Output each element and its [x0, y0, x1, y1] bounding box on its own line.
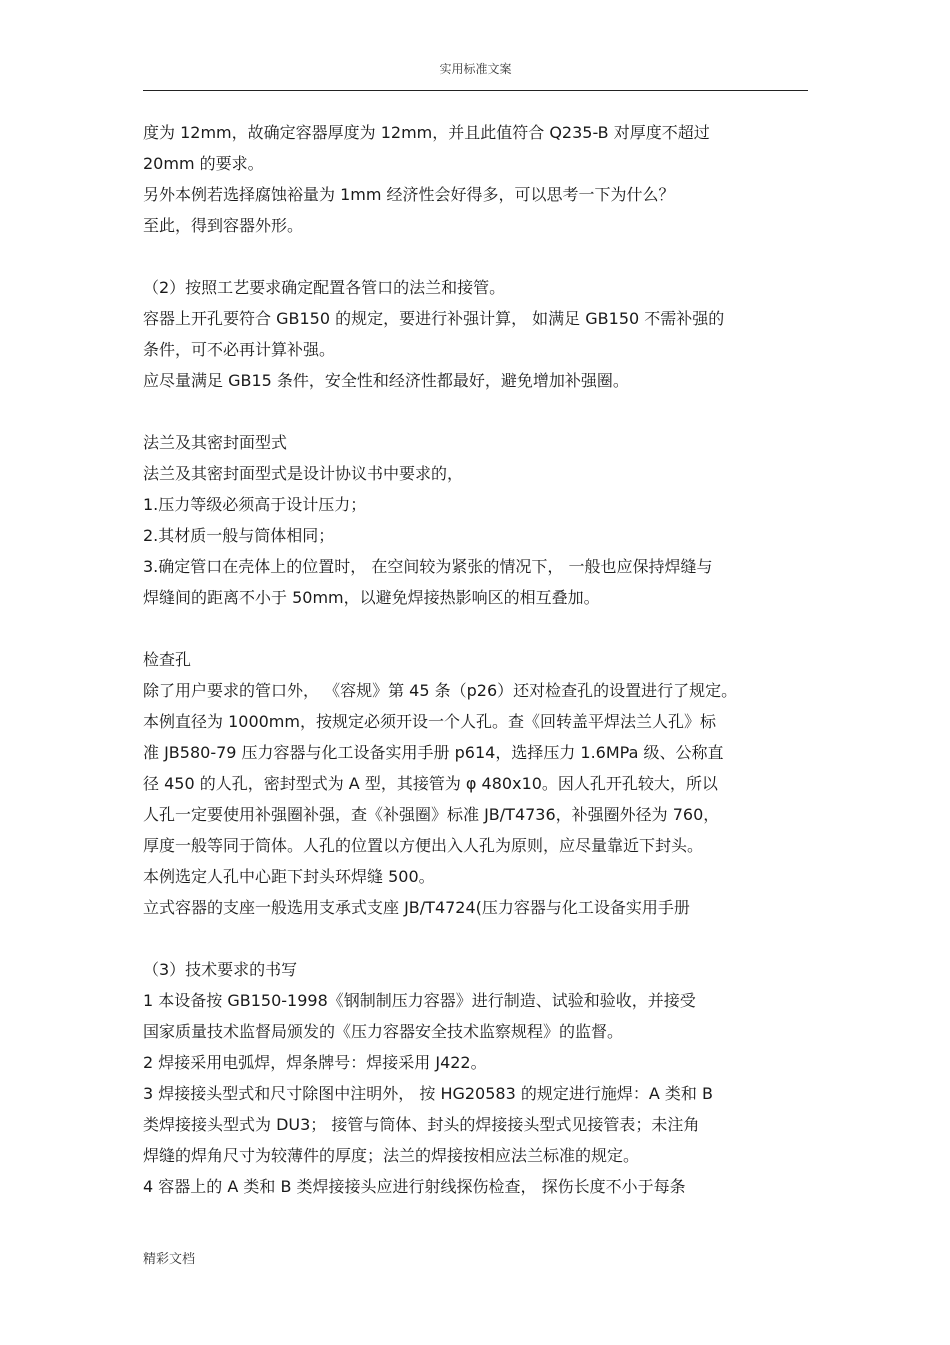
blank-line	[143, 241, 808, 272]
list-item: 2 焊接采用电弧焊，焊条牌号：焊接采用 J422。	[143, 1053, 487, 1072]
text-line: 度为 12mm，故确定容器厚度为 12mm，并且此值符合 Q235-B 对厚度不超过	[143, 123, 710, 142]
list-item: 3.确定管口在壳体上的位置时， 在空间较为紧张的情况下， 一般也应保持焊缝与	[143, 557, 713, 576]
text-line: 国家质量技术监督局颁发的《压力容器安全技术监察规程》的监督。	[143, 1022, 624, 1041]
blank-line	[143, 396, 808, 427]
text-line: 20mm 的要求。	[143, 154, 264, 173]
list-item: 3 焊接接头型式和尺寸除图中注明外， 按 HG20583 的规定进行施焊：A 类和 B	[143, 1084, 713, 1103]
text-line: 法兰及其密封面型式是设计协议书中要求的，	[143, 464, 464, 483]
text-line: 人孔一定要使用补强圈补强，查《补强圈》标准 JB/T4736，补强圈外径为 760，	[143, 805, 720, 824]
page-header: 实用标准文案	[439, 62, 512, 76]
document-body	[143, 117, 808, 1202]
text-line: 条件，可不必再计算补强。	[143, 340, 336, 359]
blank-line	[143, 613, 808, 644]
section-heading: （2）按照工艺要求确定配置各管口的法兰和接管。	[143, 278, 506, 297]
list-item: 2.其材质一般与筒体相同；	[143, 526, 335, 545]
text-line: 除了用户要求的管口外， 《容规》第 45 条（p26）还对检查孔的设置进行了规定。	[143, 681, 738, 700]
text-line: 本例直径为 1000mm，按规定必须开设一个人孔。查《回转盖平焊法兰人孔》标	[143, 712, 716, 731]
text-line: 焊缝间的距离不小于 50mm，以避免焊接热影响区的相互叠加。	[143, 588, 600, 607]
text-line: 厚度一般等同于筒体。人孔的位置以方便出入人孔为原则，应尽量靠近下封头。	[143, 836, 704, 855]
section-heading: 法兰及其密封面型式	[143, 433, 288, 452]
text-line: 至此，得到容器外形。	[143, 216, 304, 235]
blank-line	[143, 923, 808, 954]
text-line: 另外本例若选择腐蚀裕量为 1mm 经济性会好得多，可以思考一下为什么？	[143, 185, 675, 204]
text-line: 准 JB580-79 压力容器与化工设备实用手册 p614，选择压力 1.6MPa 级、公称直	[143, 743, 724, 762]
text-line: 应尽量满足 GB15 条件，安全性和经济性都最好，避免增加补强圈。	[143, 371, 629, 390]
list-item: 1 本设备按 GB150-1998《钢制制压力容器》进行制造、试验和验收，并接受	[143, 991, 696, 1010]
text-line: 立式容器的支座一般选用支承式支座 JB/T4724(压力容器与化工设备实用手册	[143, 898, 690, 917]
text-line: 径 450 的人孔，密封型式为 A 型，其接管为 φ 480x10。因人孔开孔较大，所以	[143, 774, 718, 793]
page-footer: 精彩文档	[143, 1252, 196, 1267]
section-heading: （3）技术要求的书写	[143, 960, 298, 979]
text-line: 本例选定人孔中心距下封头环焊缝 500。	[143, 867, 435, 886]
header-divider	[143, 90, 808, 91]
text-line: 容器上开孔要符合 GB150 的规定，要进行补强计算， 如满足 GB150 不需补强的	[143, 309, 725, 328]
section-heading: 检查孔	[143, 650, 192, 669]
list-item: 1.压力等级必须高于设计压力；	[143, 495, 367, 514]
text-line: 类焊接接头型式为 DU3； 接管与筒体、封头的焊接接头型式见接管表；未注角	[143, 1115, 700, 1134]
list-item: 4 容器上的 A 类和 B 类焊接接头应进行射线探伤检查， 探伤长度不小于每条	[143, 1177, 686, 1196]
text-line: 焊缝的焊角尺寸为较薄件的厚度；法兰的焊接按相应法兰标准的规定。	[143, 1146, 640, 1165]
